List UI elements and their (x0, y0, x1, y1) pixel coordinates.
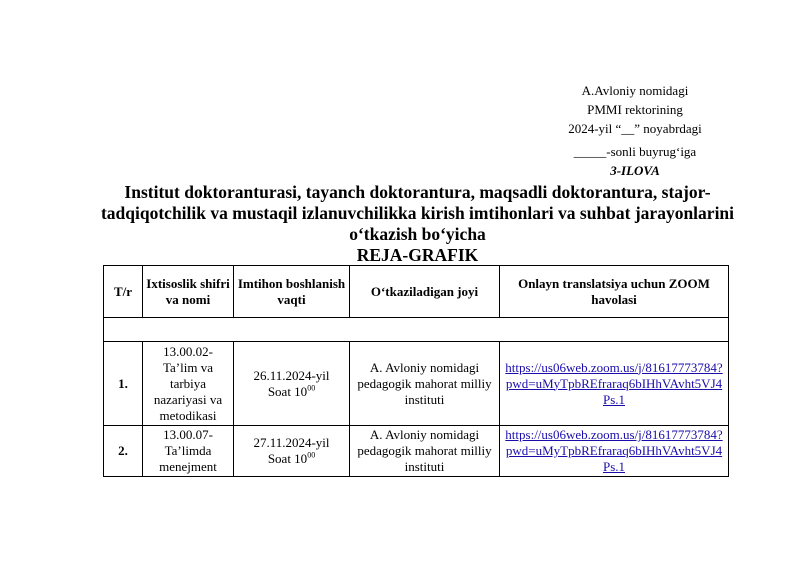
col-header-link: Onlayn translatsiya uchun ZOOM havolasi (500, 266, 729, 318)
col-header-start: Imtihon boshlanish vaqti (234, 266, 350, 318)
col-header-num: T/r (104, 266, 143, 318)
header-approval (540, 81, 730, 161)
row-place: A. Avloniy nomidagi pedagogik mahorat milliy instituti (350, 426, 500, 477)
row-specialty: 13.00.07-Ta’limda menejment (143, 426, 234, 477)
row-time (237, 451, 346, 467)
header-line-2: PMMI rektorining (587, 102, 683, 117)
header-line-4: _____-sonli buyrug‘iga (573, 144, 697, 159)
row-date: 26.11.2024-yil (253, 367, 330, 383)
row-time-minutes: 00 (307, 450, 316, 460)
document-title: Institut doktoranturasi, tayanch doktorantura, maqsadli doktorantura, stajor-tadqiqotchilik va mustaqil izlanuvchilikka kirish imtihonlari va suhbat jarayonlarini o‘tkazish bo‘yicha (100, 182, 735, 244)
zoom-link[interactable]: https://us06web.zoom.us/j/81617773784?pwd=uMyTpbREfraraq6bIHhVAvht5VJ4Ps.1 (505, 427, 723, 474)
row-place: A. Avloniy nomidagi pedagogik mahorat milliy instituti (350, 342, 500, 426)
table-row (104, 426, 729, 477)
empty-cell (104, 318, 729, 342)
row-time (237, 384, 346, 400)
header-line-1: A.Avloniy nomidagi (581, 83, 689, 98)
col-header-place: O‘tkaziladigan joyi (350, 266, 500, 318)
row-date: 27.11.2024-yil (253, 435, 330, 450)
row-link-cell (500, 342, 729, 426)
row-link-cell (500, 426, 729, 477)
row-specialty: 13.00.02-Ta’lim va tarbiya nazariyasi va metodikasi (143, 342, 234, 426)
appendix-label: 3-ILOVA (610, 163, 660, 178)
row-time-hour: Soat 10 (267, 451, 308, 466)
col-header-specialty: Ixtisoslik shifri va nomi (143, 266, 234, 318)
row-time-hour: Soat 10 (267, 383, 308, 399)
row-start (234, 342, 350, 426)
row-num: 2. (104, 426, 143, 477)
document-subtitle: REJA-GRAFIK (356, 245, 479, 265)
row-start (234, 426, 350, 477)
table-empty-row (104, 318, 729, 342)
table-header-row (104, 266, 729, 318)
zoom-link[interactable]: https://us06web.zoom.us/j/81617773784?pwd=uMyTpbREfraraq6bIHhVAvht5VJ4Ps.1 (505, 359, 723, 407)
header-line-3: 2024-yil “__” noyabrdagi (568, 121, 702, 136)
schedule-table (103, 265, 729, 477)
row-num: 1. (104, 342, 143, 426)
table-row (104, 342, 729, 426)
row-time-minutes: 00 (307, 383, 316, 393)
